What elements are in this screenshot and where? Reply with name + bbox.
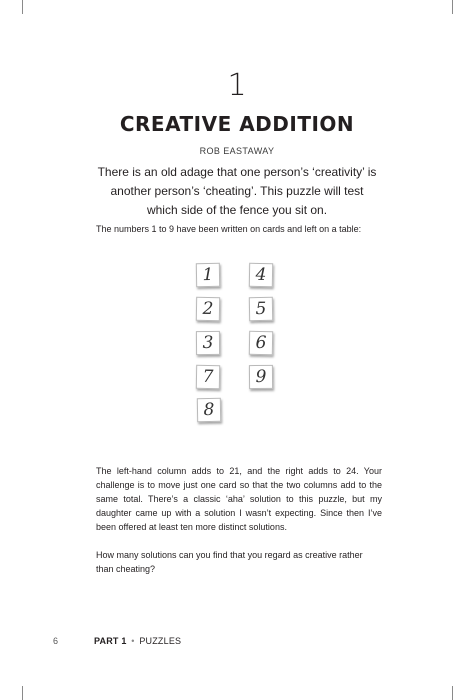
card-right-6: 6 <box>249 331 273 355</box>
question-paragraph: How many solutions can you find that you regard as creative rather than cheating? <box>96 550 363 574</box>
chapter-title: CREATIVE ADDITION <box>119 112 355 136</box>
challenge-paragraph: The left-hand column adds to 21, and the right adds to 24. Your challenge is to move just one card so that the two columns add to the same total. There’s a classic ‘aha’ solution to this puzzle, but my daughter came up with a solution I wasn’t expecting. Since then I’ve been offered at least ten more distinct solutions. <box>96 466 382 532</box>
page-number: 6 <box>53 636 59 646</box>
card-left-2: 2 <box>196 297 220 321</box>
card-left-1: 1 <box>196 263 220 287</box>
running-head-section: PUZZLES <box>139 636 182 646</box>
running-head <box>94 636 181 646</box>
card-left-7: 7 <box>196 365 220 389</box>
running-head-bullet: • <box>131 636 135 646</box>
card-left-8: 8 <box>197 398 221 422</box>
crop-mark-bottom-right <box>452 686 453 700</box>
crop-mark-top-left <box>22 0 23 14</box>
card-right-9: 9 <box>249 365 273 389</box>
crop-mark-top-right <box>452 0 453 14</box>
card-right-4: 4 <box>249 263 273 287</box>
lead-sentence: The numbers 1 to 9 have been written on cards and left on a table: <box>96 224 362 234</box>
card-left-3: 3 <box>196 331 220 355</box>
running-head-part: PART 1 <box>94 636 127 646</box>
crop-mark-bottom-left <box>22 686 23 700</box>
chapter-author: ROB EASTAWAY <box>199 146 275 156</box>
intro-paragraph: There is an old adage that one person’s ‘creativity’ is another person’s ‘cheating’. This puzzle will test which side of the fence you sit on. <box>97 165 377 217</box>
card-right-5: 5 <box>249 297 273 321</box>
chapter-number: 1 <box>227 68 247 103</box>
